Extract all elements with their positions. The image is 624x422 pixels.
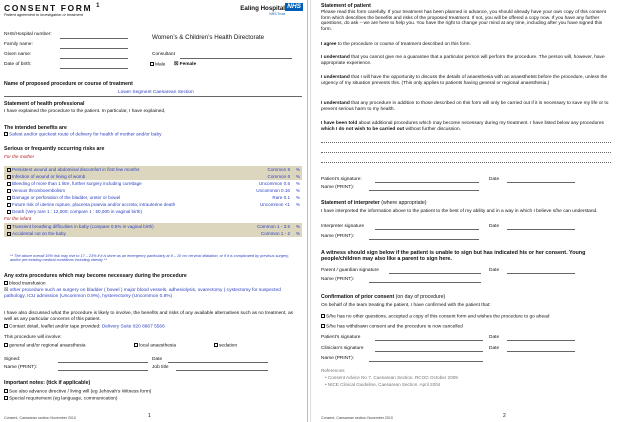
signed-label: Signed: — [4, 357, 21, 362]
patient-date2-label: Date — [489, 335, 500, 340]
risk-checkbox[interactable] — [7, 210, 11, 214]
date-field[interactable] — [168, 362, 268, 363]
family-name-field[interactable] — [60, 48, 128, 49]
risk-row: Future risk of uterine rupture, placenta praevia and/or accreta; intrauterine death Uncommon <1 % — [4, 201, 302, 208]
patient-name-field[interactable] — [369, 190, 479, 191]
parent-signature-field[interactable] — [389, 273, 481, 274]
page-number: 2 — [503, 413, 506, 420]
interpreter-signature-label: Interpreter signature — [321, 224, 365, 229]
benefits-item: Safest and/or quickest route of delivery for health of mother and/or baby — [4, 132, 162, 138]
patient-statement-heading: Statement of patient — [321, 3, 371, 9]
discussed-text: I have also discussed what the procedure is likely to involve, the benefits and risks of any available alternatives such as no treatment, as well as any particular concerns of this patient. — [4, 311, 294, 322]
risk-row: Bleeding of more than 1 litre, further surgery including curettage Uncommon 0.5 % — [4, 180, 302, 187]
important-item: See also advance directive / living will (eg Jehovah’s Witness form) — [4, 389, 151, 395]
risk-row: Venous thromboembolism Uncommon 0.16 % — [4, 187, 302, 194]
patient-name-label: Name (PRINT): — [321, 185, 355, 190]
other-procedure-check-icon[interactable]: ☒ — [4, 288, 9, 293]
clinician-signature-label: Clinician’s signature — [321, 346, 364, 351]
procedures-line[interactable] — [321, 142, 611, 143]
page-footer: Consent, Caesarean section November 2010 — [321, 415, 393, 420]
risk-row: Death (Very rare 1 : 12,000; compare 1 : 50,000 in vaginal birth) — [4, 208, 302, 215]
risk-row: Accidental cut on the baby Common 1 - 2 % — [4, 230, 302, 237]
dob-field[interactable] — [60, 68, 128, 69]
family-name-label: Family name: — [4, 42, 33, 47]
told-paragraph: I have been told about additional procedures which may become necessary during my treatment. I have listed below any procedures which I do not wish to be carried out without further discussion. — [321, 121, 604, 132]
confirm-item: S/he has withdrawn consent and the procedure is now cancelled — [321, 324, 613, 330]
general-anaesthesia-checkbox[interactable] — [4, 343, 8, 347]
confirmation-heading: Confirmation of prior consent (on day of procedure) — [321, 294, 446, 300]
special-requirement-checkbox[interactable] — [4, 396, 8, 400]
patient-signature-label: Patient’s signature: — [321, 177, 362, 182]
reference-item: • Consent Advice No 7. Caesarean Section. RCOG October 2009 — [325, 375, 458, 380]
female-check-icon[interactable]: ☒ — [174, 62, 179, 67]
risk-note: ** The above overall 16% risk may rise to 17 – 23% if it is done as an emergency particularly at 9 – 10 cm cervical dilatation, or if it is complicated by previous surgery, and/or pre-existing medical conditions including obesity ** — [10, 254, 289, 263]
directorate: Women’s & Children’s Health Directorate — [152, 34, 265, 41]
transfusion-checkbox[interactable] — [4, 281, 8, 285]
dob-label: Date of birth: — [4, 62, 32, 67]
trust-label: NHS Trust — [269, 12, 285, 16]
jobtitle-label: Job title — [152, 365, 169, 370]
extra-item-transfusion: blood transfusion — [4, 281, 46, 287]
withdrawn-checkbox[interactable] — [321, 324, 325, 328]
risk-row: Persistent wound and abdominal discomfort in first few months Common 9 % — [4, 166, 302, 173]
risk-checkbox[interactable] — [7, 189, 11, 193]
proceed-checkbox[interactable] — [321, 314, 325, 318]
consultant-field[interactable] — [180, 58, 292, 59]
contact-detail: Contact detail, leaflet and/or tape provided: Delivery Suite 020 8967 5566 — [4, 324, 165, 330]
local-anaesthesia-checkbox[interactable] — [134, 343, 138, 347]
benefit-checkbox[interactable] — [4, 132, 8, 136]
for-infant-label: For the infant — [4, 216, 32, 221]
parent-name-label: Name (PRINT): — [321, 277, 355, 282]
given-name-label: Given name: — [4, 52, 32, 57]
anaesthesia-general: general and/or regional anaesthesia — [4, 343, 86, 349]
witness-heading: A witness should sign below if the patient is unable to sign but has indicated his or her consent. Young people/children may also like a parent to sign here. — [321, 250, 586, 263]
parent-signature-label: Parent / guardian signature — [321, 268, 379, 273]
parent-date-label: Date — [489, 268, 500, 273]
page-footer: Consent, Caesarean section November 2010 — [4, 415, 76, 420]
risk-row: Damage or perforation of the bladder, ureter or bowel Rare 0.1 % — [4, 194, 302, 201]
gender-male[interactable]: Male — [150, 62, 165, 68]
male-checkbox[interactable] — [150, 62, 154, 66]
consent-form-page-2 — [310, 0, 618, 422]
confirmation-text: On behalf of the team treating the patient, I have confirmed with the patient that: — [321, 303, 491, 308]
agree-paragraph: I agree to the procedure or course of treatment described on this form. — [321, 42, 471, 47]
sedation-checkbox[interactable] — [214, 343, 218, 347]
signed-field[interactable] — [58, 362, 148, 363]
patient-signature-field[interactable] — [375, 182, 479, 183]
extra-item-other: ☒ other procedure such as surgery on bladder ( bowel ) major blood vessels, adhesiolysis, ovarectomy ) cystectomy for suspected pathology, ICU admission (Uncommon 0.9%), hysterectomy (Uncommon 0.8%) — [4, 288, 281, 299]
nhs-number-field[interactable] — [60, 38, 128, 39]
clinician-signature-field[interactable] — [375, 351, 483, 352]
patient-date-label: Date — [489, 177, 500, 182]
name-field[interactable] — [58, 370, 148, 371]
hospital-name: Ealing Hospital — [240, 5, 285, 12]
anaesthesia-local: local anaesthesia — [134, 343, 176, 349]
patient-date2-field[interactable] — [507, 340, 575, 341]
name-label: Name (PRINT): — [4, 365, 38, 370]
interpreter-name-field[interactable] — [369, 239, 479, 240]
clinician-name-field[interactable] — [369, 361, 483, 362]
form-subtitle: Patient agreement to investigation or treatment — [4, 13, 83, 17]
clinician-date-field[interactable] — [507, 351, 575, 352]
consultant-label: Consultant — [152, 52, 175, 57]
anaesthesia-paragraph: I understand that I will have the opportunity to discuss the details of anaesthesia with an anaesthetist before the procedure, unless the urgency of my situation prevents this. (This only applies to patients having general or regional anaesthesia.) — [321, 75, 608, 86]
risk-checkbox[interactable] — [7, 203, 11, 207]
statement-heading: Statement of health professional — [4, 101, 85, 107]
gender-female[interactable]: ☒ Female — [174, 62, 197, 67]
extra-procedures-heading: Any extra procedures which may become necessary during the procedure — [4, 273, 187, 279]
risk-checkbox[interactable] — [7, 232, 11, 236]
given-name-field[interactable] — [60, 58, 128, 59]
risk-checkbox[interactable] — [7, 168, 11, 172]
page-number: 1 — [148, 413, 151, 420]
risk-row: Transient breathing difficulties in baby (compare 0.5% in vaginal birth) Common 1 - 3.5 % — [4, 223, 302, 230]
interpreter-date-label: Date — [489, 224, 500, 229]
patient-date-field[interactable] — [507, 182, 575, 183]
patient-signature2-field[interactable] — [375, 340, 483, 341]
important-item: Special requirement (eg language, communication) — [4, 396, 118, 402]
references-heading: References — [321, 368, 345, 373]
additional-procedure-paragraph: I understand that any procedure in addition to those described on this form will only be carried out if it is necessary to save my life or to prevent serious harm to my health. — [321, 101, 609, 112]
procedures-line[interactable] — [321, 162, 611, 163]
parent-name-field[interactable] — [369, 282, 481, 283]
guarantee-paragraph: I understand that you cannot give me a guarantee that a particular person will perform the procedure. The person will, however, have appropriate experience. — [321, 55, 605, 66]
risk-checkbox[interactable] — [7, 182, 11, 186]
jobtitle-field[interactable] — [176, 370, 268, 371]
form-title: CONSENT FORM $^1$ — [4, 3, 100, 13]
contact-checkbox[interactable] — [4, 324, 8, 328]
patient-signature2-label: Patient’s signature — [321, 335, 361, 340]
risk-checkbox[interactable] — [7, 196, 11, 200]
nhs-number-label: NHS/Hospital number: — [4, 32, 52, 37]
anaesthesia-sedation: sedation — [214, 343, 237, 349]
nhs-logo: NHS — [287, 3, 301, 10]
for-mother-label: For the mother — [4, 154, 35, 159]
involve-label: This procedure will involve: — [4, 335, 62, 340]
benefits-heading: The intended benefits are — [4, 125, 67, 131]
procedure-heading: Name of proposed procedure or course of treatment — [4, 81, 133, 87]
important-notes-heading: Important notes: (tick if applicable) — [4, 380, 91, 386]
statement-text: I have explained the procedure to the patient. In particular, I have explained, — [4, 109, 166, 114]
interpreter-name-label: Name (PRINT): — [321, 234, 355, 239]
confirm-item: S/he has no other questions, accepted a copy of this consent form and wishes the procedure to go ahead — [321, 314, 613, 320]
risks-heading: Serious or frequently occurring risks are — [4, 146, 105, 152]
interpreter-signature-field[interactable] — [375, 229, 479, 230]
reference-item: • NICE Clinical Guideline, Caesarean Section. April 2004 — [325, 382, 441, 387]
interpreter-heading: Statement of interpreter (where appropriate) — [321, 200, 427, 206]
risk-checkbox[interactable] — [7, 175, 11, 179]
risk-row: Infection of wound or lining of womb Common 6 % — [4, 173, 302, 180]
clinician-name-label: Name (PRINT): — [321, 356, 355, 361]
procedures-line[interactable] — [321, 152, 611, 153]
date-label: Date — [152, 357, 163, 362]
risk-checkbox[interactable] — [7, 225, 11, 229]
procedure-line — [4, 96, 302, 97]
consent-form-page-1 — [0, 0, 308, 422]
procedure-value: Lower Segment Caesarean Section — [118, 90, 194, 95]
parent-date-field[interactable] — [507, 273, 575, 274]
clinician-date-label: Date — [489, 346, 500, 351]
interpreter-date-field[interactable] — [507, 229, 575, 230]
advance-directive-checkbox[interactable] — [4, 389, 8, 393]
patient-intro: Please read this form carefully. If your treatment has been planned in advance, you should already have your own copy of this consent form which describes the benefits and risks of the proposed treatment. If not, you will be offered a copy now. If you have any further questions, do ask – we are here to help you. You have the right to change your mind at any time, including after you have signed this form. — [321, 10, 606, 32]
interpreter-text: I have interpreted the information above to the patient to the best of my ability and in a way in which I believe s/he can understand. — [321, 209, 598, 214]
